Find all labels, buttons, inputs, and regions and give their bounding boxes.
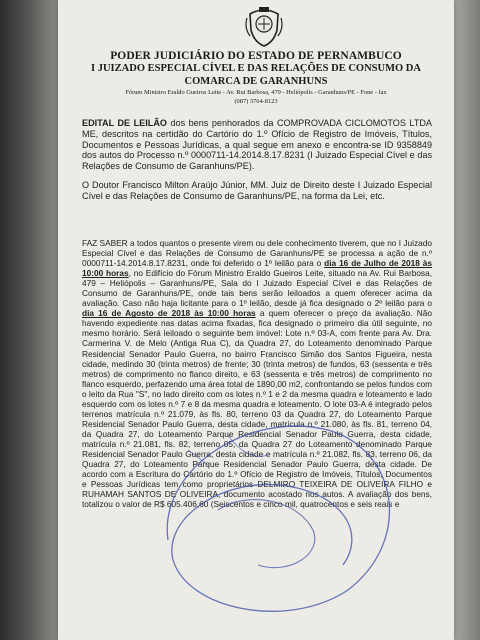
- court-phone: (087) 3764-8123: [234, 98, 278, 105]
- body-part-1: FAZ SABER a todos quantos o presente virem ou dele conhecimento tiverem, que no I Juizado Especial Cível e das Relações de Consumo de Garanhuns/PE se processa a ação de n.º 0000711-14.2014.8.17.8231, onde foi deferido o 1º leilão para o: [82, 238, 432, 269]
- judge-paragraph: O Doutor Francisco Milton Araújo Júnior, MM. Juiz de Direito deste I Juizado Especial Cível e das Relações de Consumo de Garanhuns/PE, na forma da Lei, etc.: [82, 180, 432, 201]
- edict-intro: [82, 118, 432, 172]
- document-page: [58, 0, 454, 640]
- body-part-2: , no Edifício do Fórum Ministro Eraldo Gueiros Leite, situado na Av. Rui Barbosa, 479 – Heliópolis – Garanhuns/PE, Sala do I Juizado Especial Cível e das Relações de Consumo de Garanhuns/PE, onde tais bens serão leiloados a quem oferecer acima da avaliação. Caso não haja licitante para o 1º leilão, desde já fica designado o 2º leilão para o: [82, 268, 433, 309]
- court-name: PODER JUDICIÁRIO DO ESTADO DE PERNAMBUCO: [110, 50, 402, 62]
- photo-background-right: [454, 0, 480, 640]
- edict-body: [82, 238, 432, 509]
- first-auction-date: dia 16 de Julho de 2018 às 10:00 horas: [82, 258, 432, 279]
- edict-intro-text: dos bens penhorados da COMPROVADA CICLOMOTOS LTDA ME, descritos na certidão do Cartório do 1.º Ofício de Registro de Imóveis, Títulos, Documentos e Pessoas Jurídicas, a qual segue em anexo e encontra-se ID 9358849 dos autos do Processo n.º 0000711-14.2014.8.17.8231 (I Juizado Especial Cível e das Relações de Consumo de Garanhuns/PE).: [82, 118, 433, 172]
- second-auction-date: dia 16 de Agosto de 2018 às 10:00 horas: [82, 308, 256, 319]
- court-address: Fórum Ministro Eraldo Gueiros Leite - Av. Rui Barbosa, 479 - Heliópolis - Garanhuns/PE - Fone - fax: [125, 89, 387, 96]
- edict-title: EDITAL DE LEILÃO: [82, 118, 167, 128]
- coat-of-arms-icon: [244, 4, 284, 48]
- court-district: COMARCA DE GARANHUNS: [184, 76, 328, 87]
- court-division: I JUIZADO ESPECIAL CÍVEL E DAS RELAÇÕES DE CONSUMO DA: [91, 63, 421, 74]
- body-part-3: a quem oferecer o preço da avaliação. Não havendo expediente nas datas acima fixadas, fica designado o primeiro dia útil seguinte, no mesmo horário. Será leiloado o seguinte bem imóvel: Lote n.º 03-A, com frente para Av. Dra. Carmerina V. de Melo (Antiga Rua C), da Quadra 27, do Loteamento denominado Parque Residencial Senador Paulo Guerra, no bairro Francisco Simão dos Santos Figueira, nesta cidade, medindo 30 (trinta metros) de frente; 30 (trinta metros) de fundos, 63 (sessenta e três metros) de comprimento no flanco direito, e 63 (sessenta e três metros) de comprimento no flanco esquerdo, perfazendo uma área total de 1890,00 m2, confrontando se pelos fundos com o leito da Rua "S", no lado direito com os lotes n.º 1 e 2 da mesma quadra e loteamento e lado esquerdo com os lotes n.º 7 e 8 da mesma quadra e loteamento. O lote 03-A é integrado pelos terrenos matrícula n.º 21.079, às fls. 80, terreno 03 da Quadra 27, do Loteamento Parque Residencial Senador Paulo Guerra, desta cidade, matrícula n.º 21.080, às fls. 81, terreno 04, da Quadra 27, do Loteamento Parque Residencial Senador Paulo Guerra, desta cidade, matrícula n.º 21.081, fls. 82, terreno 05, da Quadra 27 do Loteamento denominado Parque Residencial Senador Paulo Guerra, desta cidade e matrícula n.º 21.082, fls. 83, terreno 06, da Quadra 27, do Loteamento Parque Residencial Senador Paulo Guerra, desta cidade. De acordo com a Escritura do Cartório do 1.º Ofício de Registro de Imóveis, Títulos, Documentos e Pessoas Jurídicas tem como proprietários DELMIRO TEIXEIRA DE OLIVEIRA FILHO e RUHAMAH SANTOS DE OLIVEIRA, documento acostado nos autos. A avaliação dos bens, totalizou o valor de R$ 605.406,60 (Seiscentos e cinco mil, quatrocentos e seis reais e: [82, 308, 432, 510]
- photo-background-left: [0, 0, 58, 640]
